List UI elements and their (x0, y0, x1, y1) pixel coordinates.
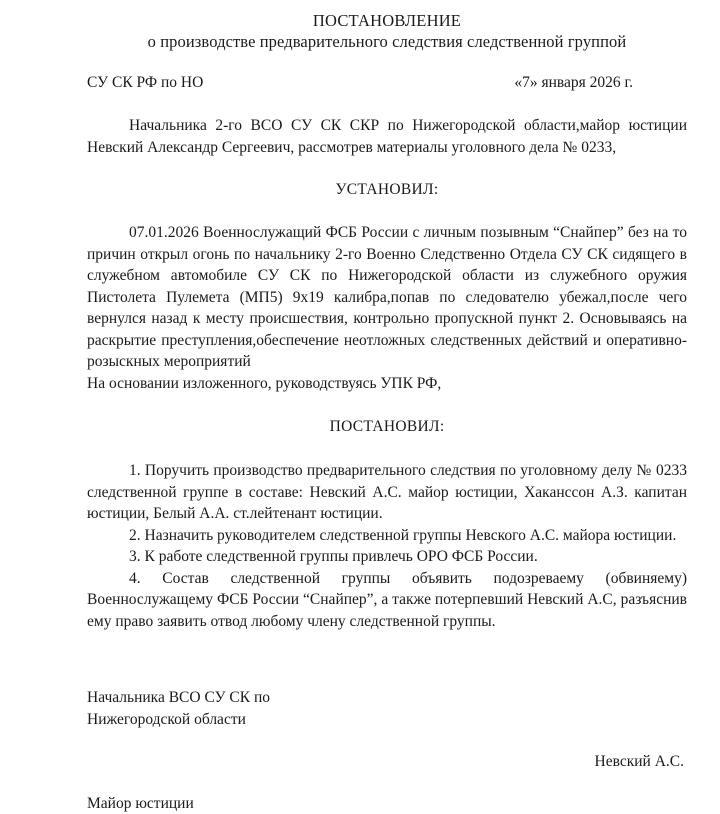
document-body (87, 8, 687, 814)
signature-block (87, 687, 687, 814)
document-title-block (87, 8, 687, 53)
heading-postanovil: ПОСТАНОВИЛ: (87, 418, 687, 436)
document-date: «7» января 2026 г. (514, 74, 633, 92)
issuing-authority: СУ СК РФ по НО (87, 74, 203, 92)
signatory-title-line-2: Нижегородской области (87, 709, 687, 731)
basis-line: На основании изложенного, руководствуясь УПК РФ, (87, 373, 687, 395)
page-title: ПОСТАНОВЛЕНИЕ (87, 10, 687, 31)
signatory-title-line-1: Начальника ВСО СУ СК по (87, 687, 687, 709)
intro-paragraph: Начальника 2-го ВСО СУ СК СКР по Нижегородской области,майор юстиции Невский Александр Сергеевич, рассмотрев материалы уголовного дела № 0233, (87, 115, 687, 158)
resolution-list (87, 460, 687, 632)
list-item: 3. К работе следственной группы привлечь ОРО ФСБ России. (87, 546, 687, 568)
signatory-name: Невский А.С. (87, 751, 687, 773)
list-item: 1. Поручить производство предварительного следствия по уголовному делу № 0233 следственной группе в составе: Невский А.С. майор юстиции, Хаканссон А.З. капитан юстиции, Белый А.А. ст.лейтенант юстиции. (87, 460, 687, 525)
list-item: 4. Состав следственной группы объявить подозреваему (обвиняему) Военнослужащему ФСБ России “Снайпер”, а также потерпевший Невский А.С, разъяснив ему право заявить отвод любому члену следственной группы. (87, 568, 687, 633)
heading-ustanovil: УСТАНОВИЛ: (87, 181, 687, 199)
page-subtitle: о производстве предварительного следствия следственной группой (87, 31, 687, 53)
document-header-row (87, 74, 687, 92)
list-item: 2. Назначить руководителем следственной группы Невского А.С. майора юстиции. (87, 525, 687, 547)
narrative-paragraph: 07.01.2026 Военнослужащий ФСБ России с личным позывным “Снайпер” без на то причин открыл огонь по начальнику 2-го Военно Следственно Отдела СУ СК сидящего в служебном автомобиле СУ СК по Нижегородской области из служебного оружия Пистолета Пулемета (МП5) 9x19 калибра,попав по следователю убежал,после чего вернулся назад к месту происшествия, контрольно пропускной пункт 2. Основываясь на раскрытие преступления,обеспечение неотложных следственных действий и оперативно-розыскных мероприятий (87, 222, 687, 373)
signatory-rank: Майор юстиции (87, 793, 687, 814)
